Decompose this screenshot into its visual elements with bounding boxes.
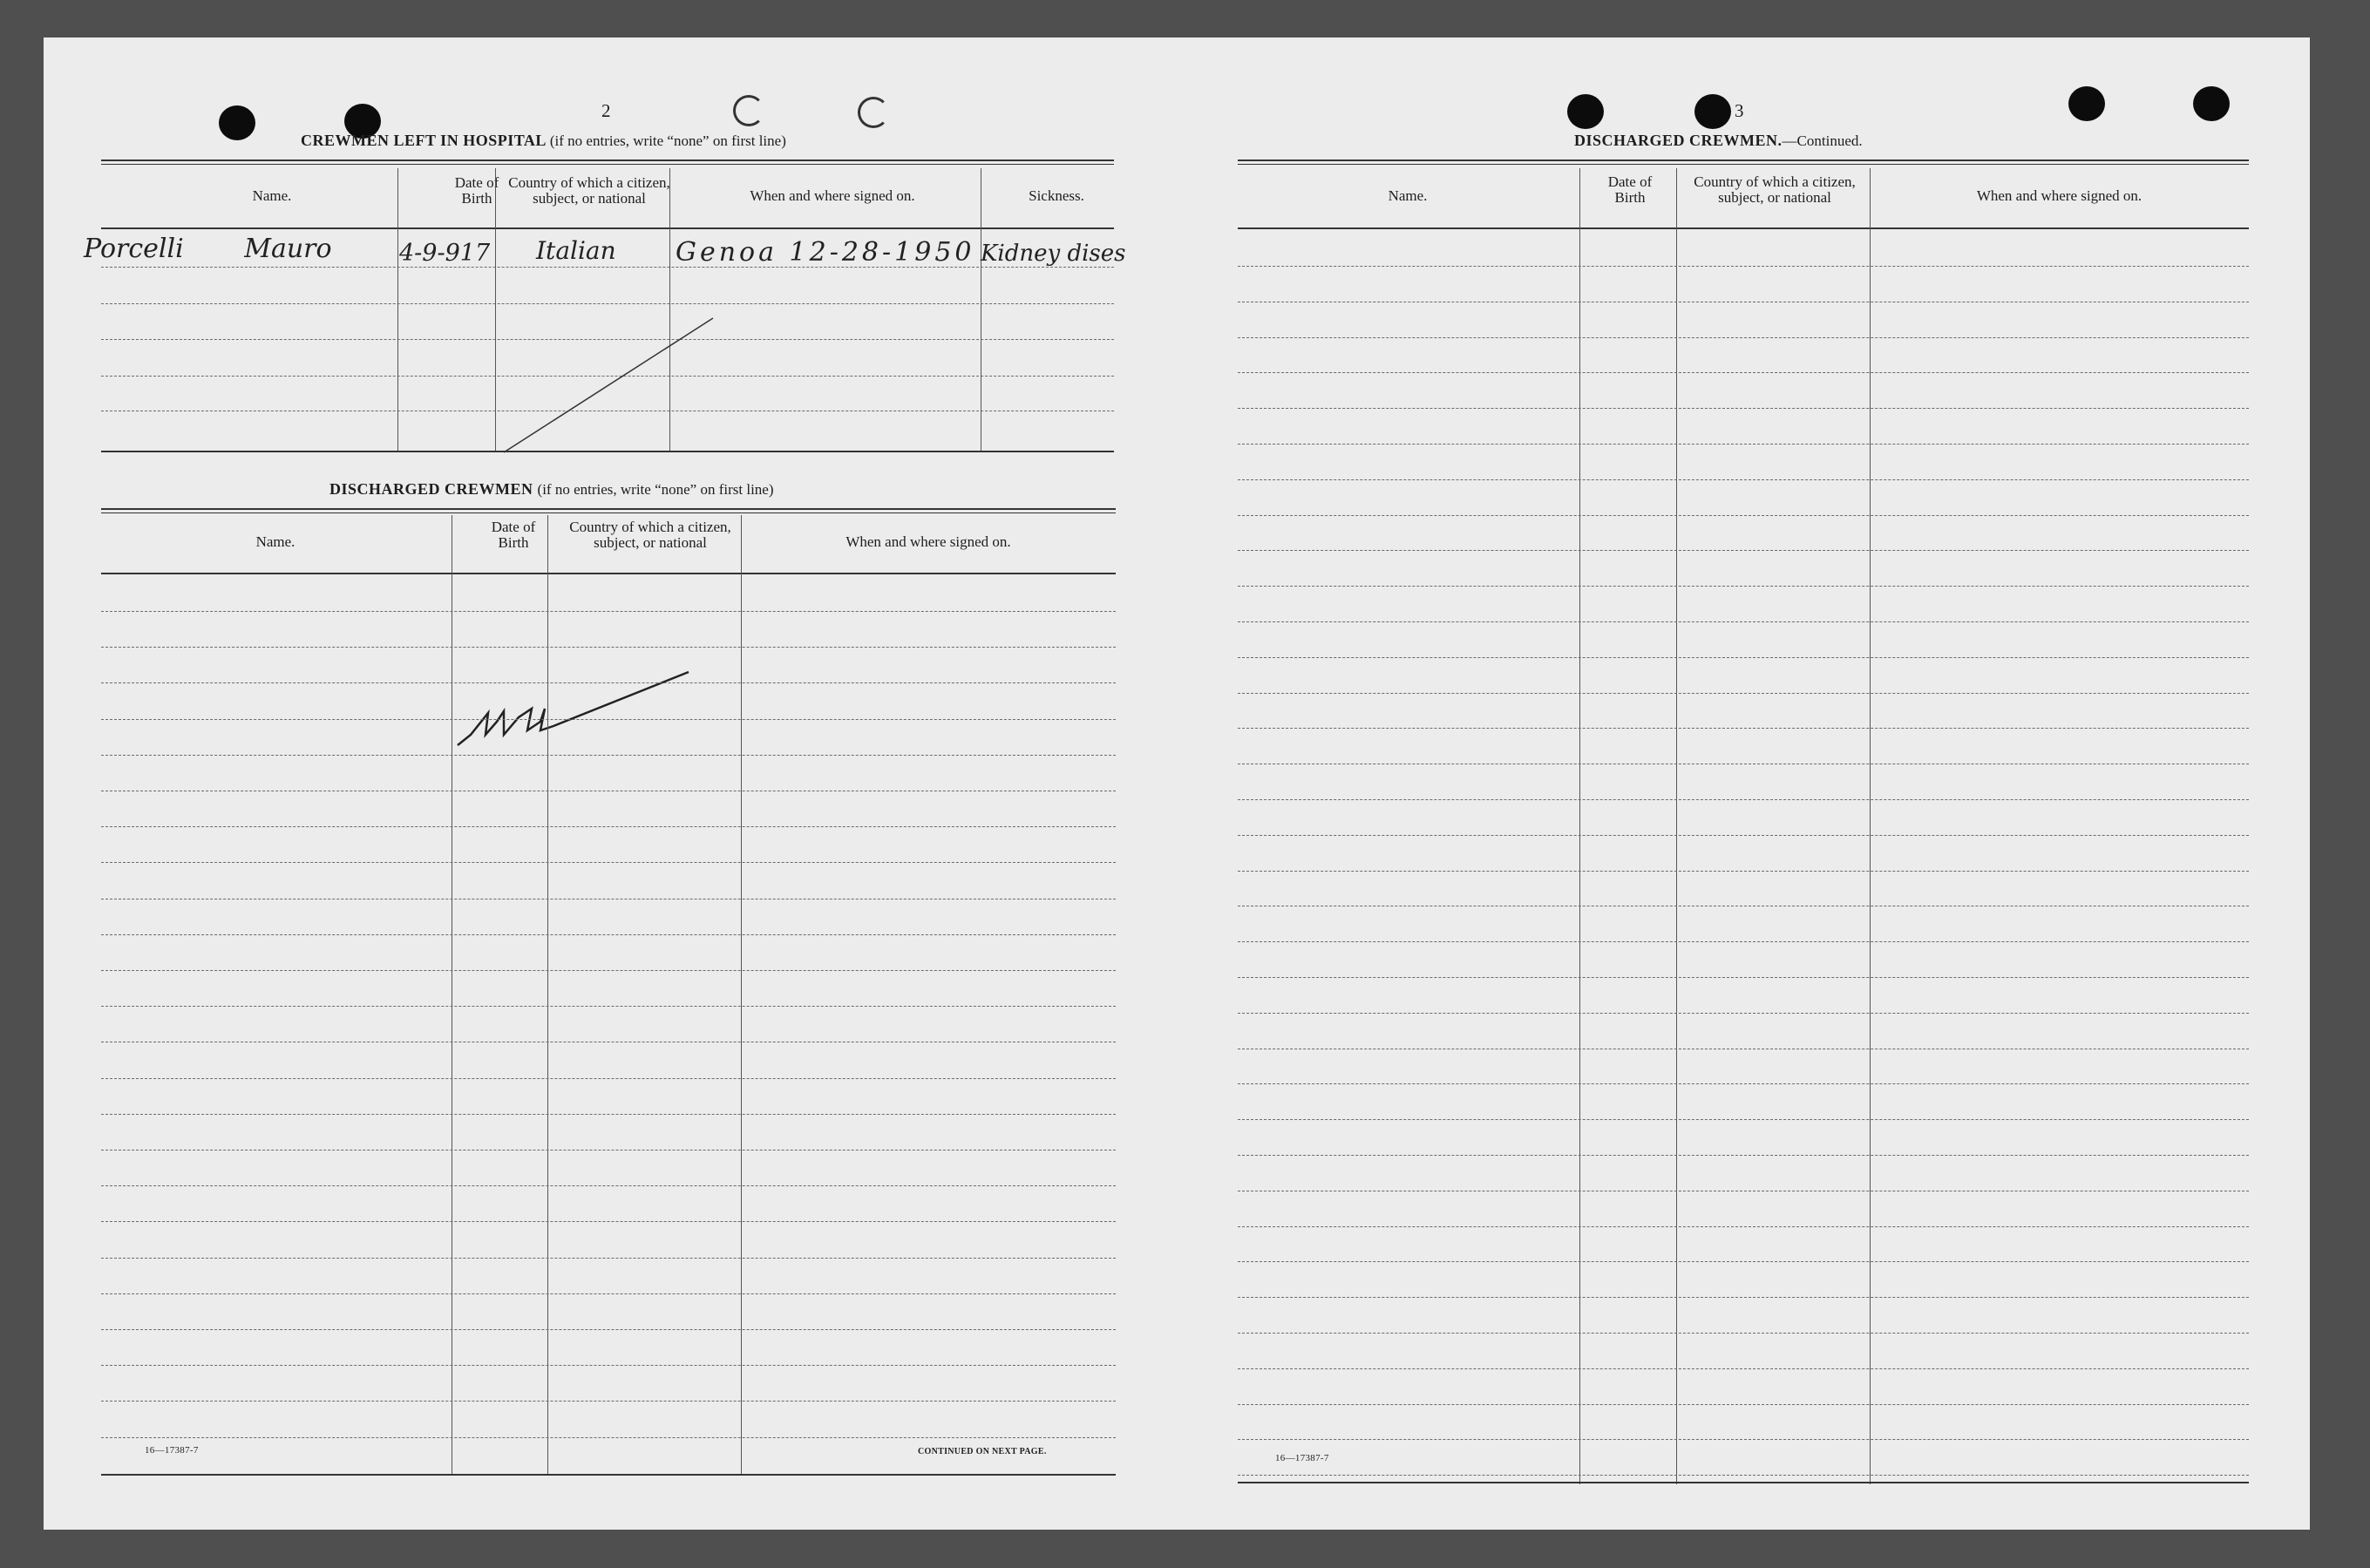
discharged-header-dob: Date of Birth xyxy=(491,519,536,551)
discharged-bottom-rule xyxy=(101,1474,1116,1476)
ruled-line xyxy=(1238,586,2249,587)
ruled-line xyxy=(101,1437,1116,1438)
discharged-header-rule xyxy=(101,573,1116,574)
ruled-line xyxy=(1238,444,2249,445)
page-number: 3 xyxy=(1735,100,1744,121)
ruled-line xyxy=(101,970,1116,971)
hospital-header-dob: Date of Birth xyxy=(454,174,499,207)
discharged-header-country: Country of which a citizen, subject, or national xyxy=(569,519,731,551)
ruled-line xyxy=(1238,372,2249,373)
right-title: DISCHARGED CREWMEN. xyxy=(1574,132,1783,149)
column-divider xyxy=(1676,168,1677,1484)
ruled-line xyxy=(1238,337,2249,338)
ruled-line xyxy=(101,934,1116,935)
ruled-line xyxy=(101,826,1116,827)
right-header-dob: Date of Birth xyxy=(1607,173,1653,206)
hospital-header-country: Country of which a citizen, subject, or national xyxy=(508,174,670,207)
ruled-line xyxy=(101,1258,1116,1259)
ruled-line xyxy=(101,862,1116,863)
ruled-line xyxy=(101,682,1116,683)
ruled-line xyxy=(1238,871,2249,872)
ruled-line xyxy=(1238,1297,2249,1298)
ruled-line xyxy=(101,719,1116,720)
hospital-subtitle: (if no entries, write “none” on first line) xyxy=(549,132,786,149)
strike-line xyxy=(44,37,1177,1537)
discharged-title: DISCHARGED CREWMEN xyxy=(329,480,533,498)
handwritten-sickness: Kidney dises xyxy=(981,241,1126,267)
form-number: 16—17387-7 xyxy=(1275,1453,1329,1463)
ruled-line xyxy=(1238,550,2249,551)
ruled-line xyxy=(1238,479,2249,480)
hospital-header-sickness: Sickness. xyxy=(1029,187,1084,204)
discharged-top-rule xyxy=(101,508,1116,513)
column-divider xyxy=(1579,168,1580,1484)
ruled-line xyxy=(101,1221,1116,1222)
continued-note: CONTINUED ON NEXT PAGE. xyxy=(918,1447,1047,1456)
ruled-line xyxy=(101,1365,1116,1366)
right-section-title xyxy=(1574,132,1863,150)
right-subtitle: —Continued. xyxy=(1782,132,1863,149)
ruled-line xyxy=(101,1329,1116,1330)
ruled-line xyxy=(1238,515,2249,516)
ruled-line xyxy=(1238,1368,2249,1369)
document-sheet xyxy=(44,37,2310,1530)
right-top-rule xyxy=(1238,160,2249,165)
ruled-line xyxy=(101,1114,1116,1115)
ruled-line xyxy=(1238,1155,2249,1156)
handwritten-name: Porcelli Mauro xyxy=(84,234,332,264)
ruled-line xyxy=(1238,1439,2249,1440)
right-bottom-rule xyxy=(1238,1482,2249,1483)
ruled-line xyxy=(1238,1404,2249,1405)
handwritten-country: Italian xyxy=(536,236,616,265)
ruled-line xyxy=(1238,693,2249,694)
ruled-line xyxy=(1238,621,2249,622)
hospital-title: CREWMEN LEFT IN HOSPITAL xyxy=(301,132,546,149)
ruled-line xyxy=(1238,657,2249,658)
ruled-line xyxy=(1238,799,2249,800)
ruled-line xyxy=(1238,977,2249,978)
right-header-country: Country of which a citizen, subject, or national xyxy=(1694,173,1856,206)
discharged-subtitle: (if no entries, write “none” on first line) xyxy=(537,481,774,498)
ruled-line xyxy=(1238,266,2249,267)
ruled-line xyxy=(1238,1013,2249,1014)
column-divider xyxy=(1870,168,1871,1484)
ruled-line xyxy=(101,1185,1116,1186)
discharged-header-signed: When and where signed on. xyxy=(845,533,1011,550)
handwritten-signed: Genoa 12-28-1950 xyxy=(676,237,975,268)
ruled-line xyxy=(1238,1333,2249,1334)
form-number: 16—17387-7 xyxy=(145,1445,199,1456)
hospital-header-name: Name. xyxy=(252,187,292,204)
hospital-header-signed: When and where signed on. xyxy=(750,187,915,204)
ruled-line xyxy=(1238,1226,2249,1227)
handwritten-dob: 4-9-917 xyxy=(399,240,491,267)
ruled-line xyxy=(1238,1119,2249,1120)
column-divider xyxy=(741,515,742,1474)
ruled-line xyxy=(1238,728,2249,729)
ruled-line xyxy=(1238,408,2249,409)
ruled-line xyxy=(101,755,1116,756)
punch-hole xyxy=(1567,94,1604,129)
right-header-name: Name. xyxy=(1388,187,1428,204)
ruled-line xyxy=(101,1401,1116,1402)
ruled-line xyxy=(1238,1083,2249,1084)
ruled-line xyxy=(101,1006,1116,1007)
right-header-signed: When and where signed on. xyxy=(1976,187,2143,204)
column-divider xyxy=(547,515,548,1474)
ruled-line xyxy=(101,611,1116,612)
ruled-line xyxy=(1238,1261,2249,1262)
page-number: 2 xyxy=(601,100,611,121)
discharged-header-name: Name. xyxy=(255,533,295,550)
ruled-line xyxy=(1238,941,2249,942)
ruled-line xyxy=(1238,835,2249,836)
ruled-line xyxy=(101,1150,1116,1151)
ruled-line xyxy=(101,1078,1116,1079)
ruled-line xyxy=(1238,1475,2249,1476)
punch-hole xyxy=(2193,86,2230,121)
ruled-line xyxy=(101,1293,1116,1294)
right-header-rule xyxy=(1238,227,2249,229)
ruled-line xyxy=(101,647,1116,648)
punch-hole xyxy=(1694,94,1731,129)
discharged-section-title xyxy=(329,480,774,499)
punch-hole xyxy=(2068,86,2105,121)
